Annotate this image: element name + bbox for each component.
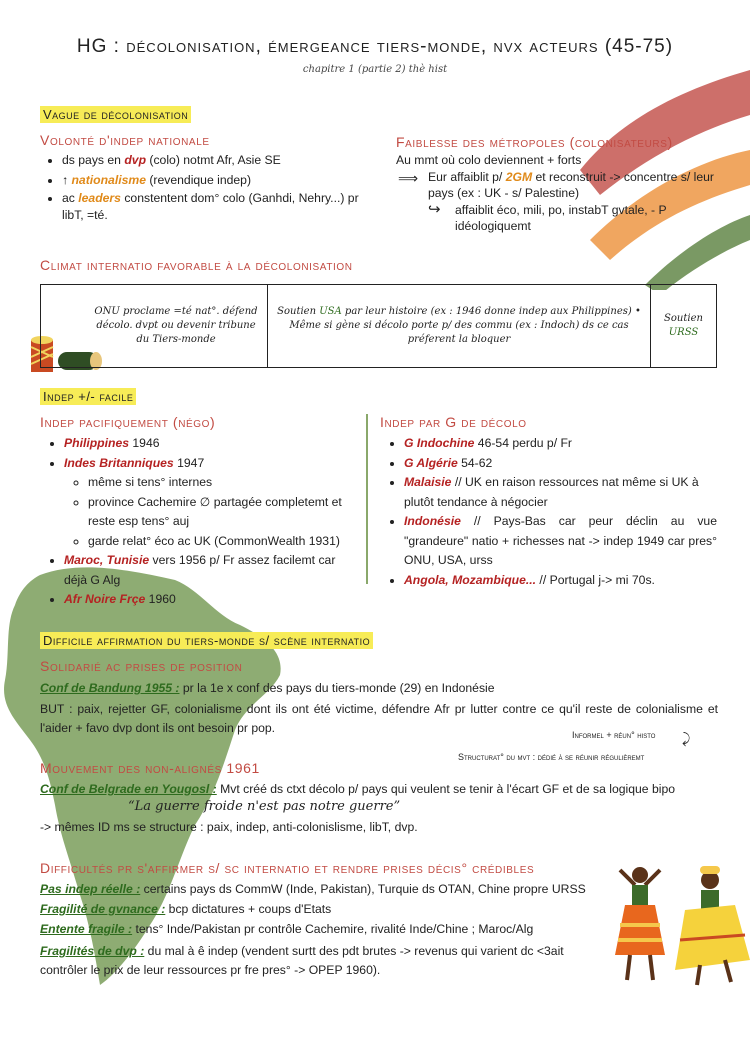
faiblesse-line-2: affaiblit éco, mili, po, instabT gvtale, - P idéologiquemt [455, 203, 667, 233]
list-item: • Afr Noire Frçe 1960 [64, 590, 352, 610]
subheading-climat-internatio: Climat internatio favorable à la décolonisation [40, 257, 353, 273]
list-item: • Malaisie // UK en raison ressources nat même si UK à plutôt tendance à négocier [404, 473, 717, 512]
subheading-non-alignes: Mouvement des non-alignés 1961 [40, 760, 260, 776]
column-divider [366, 414, 368, 584]
difficulte-4: Fragilités de dvp : du mal à ê indep (vendent surtt des pdt brutes -> revenus qui varient dc <3ait contrôler le prix de leur ressources pr fre pres° -> OPEP 1960). [40, 944, 564, 977]
list-item: • ↑ nationalisme (revendique indep) [62, 171, 380, 191]
list-item: • G Algérie 54-62 [404, 454, 717, 474]
difficulte-1: Pas indep réelle : certains pays ds CommW (Inde, Pakistan), Turquie ds OTAN, Chine propre URSS [40, 882, 586, 896]
page-title: HG : décolonisation, émergeance tiers-monde, nvx acteurs (45-75) [76, 36, 674, 57]
table-cell-urss: Soutien URSS [651, 285, 717, 368]
list-item: • Indes Britanniques 1947 ◦ même si tens° internes ◦ province Cachemire ∅ partagée completemt et reste esp tens° auj ◦ garde relat° éco ac UK (CommonWealth 1931) [64, 454, 352, 552]
list-item: • ac leaders constentent dom° colo (Ganhdi, Nehry...) pr libT, =té. [62, 190, 380, 224]
list-item: ◦ garde relat° éco ac UK (CommonWealth 1931) [88, 532, 352, 552]
subheading-difficultes: Difficultés pr s'affirmer s/ sc internatio et rendre prises décis° crédibles [40, 860, 535, 876]
faiblesse-line-1: Eur affaiblit p/ 2GM et reconstruit -> concentre s/ leur pays (ex : UK - s/ Palestine) [428, 170, 714, 200]
list-volonte-indep [40, 151, 380, 224]
note-structuration: Structurat° du mvt : dédié à se réunir régulièremt [458, 752, 645, 762]
bandung-but: BUT : paix, rejetter GF, colonialisme dont ils ont été victime, défendre Afr pr lutter contre ce qu'il reste de colonialisme et l'aider + favo dvp dont ils ont besoin pr pop. [40, 702, 718, 735]
bandung-line: Conf de Bandung 1955 : pr la 1e x conf des pays du tiers-monde (29) en Indonésie [40, 681, 495, 695]
section-heading-tiers-monde: Difficile affirmation du tiers-monde s/ scène internatio [40, 633, 373, 648]
table-cell-onu: ONU proclame =té nat°. défend décolo. dvpt ou devenir tribune du Tiers-monde [41, 285, 268, 368]
list-item: • Philippines 1946 [64, 434, 352, 454]
dancers-illustration [605, 860, 750, 990]
list-item: ◦ même si tens° internes [88, 473, 352, 493]
page-subtitle: chapitre 1 (partie 2) thè hist [302, 64, 448, 75]
list-item: • Angola, Mozambique... // Portugal j-> mi 70s. [404, 571, 717, 591]
list-item: • Indonésie // Pays-Bas car peur déclin au vue "grandeure" natio + richesses nat -> indep 1949 car pres° ONU, USA, urss [404, 512, 717, 571]
subheading-faiblesse-metropoles: Faiblesse des métropoles (colonisateurs) [396, 134, 673, 150]
list-indep-guerre [382, 434, 717, 590]
difficulte-2: Fragilité de gvnance : bcp dictatures + coups d'Etats [40, 902, 332, 916]
subheading-volonte-indep: Volonté d'indep nationale [40, 132, 210, 148]
difficulte-3: Entente fragile : tens° Inde/Pakistan pr contrôle Cachemire, rivalité Inde/Chine ; Maroc/Alg [40, 922, 534, 936]
list-item: • G Indochine 46-54 perdu p/ Fr [404, 434, 717, 454]
list-item: ◦ province Cachemire ∅ partagée completemt et reste esp tens° auj [88, 493, 352, 532]
quote-guerre-froide: “La guerre froide n'est pas notre guerre” [128, 799, 401, 814]
belgrade-line: Conf de Belgrade en Yougosl : Mvt créé ds ctxt décolo p/ pays qui veulent se tenir à l'écart GF et de sa logique bipo [40, 782, 675, 796]
list-item: • ds pays en dvp (colo) notmt Afr, Asie SE [62, 151, 380, 171]
faiblesse-intro: Au mmt où colo deviennent + forts [396, 153, 582, 167]
subheading-indep-guerre: Indep par G de décolo [380, 414, 527, 430]
subheading-solidarite: Solidarié ac prises de position [40, 658, 243, 674]
section-heading-decolonisation: Vague de décolonisation [40, 107, 191, 122]
curved-arrow-icon: ⤸ [682, 730, 691, 746]
list-indep-pacifique [42, 434, 352, 610]
note-informel: Informel + réun° histo [572, 730, 656, 740]
arrow-icon: ⟹ [398, 170, 419, 186]
curved-arrow-icon: ↪ [428, 201, 441, 218]
climat-table [40, 284, 717, 368]
table-cell-usa: Soutien USA par leur histoire (ex : 1946 donne indep aux Philippines) • Même si gène si décolo porte p/ des commu (ex : Indoch) ds ce cas préferent la bloquer [268, 285, 651, 368]
subheading-indep-pacifique: Indep pacifiquement (négo) [40, 414, 216, 430]
id-line: -> mêmes ID ms se structure : paix, indep, anti-colonislisme, libT, dvp. [40, 820, 418, 834]
section-heading-indep-facile: Indep +/- facile [40, 389, 136, 404]
list-item: • Maroc, Tunisie vers 1956 p/ Fr assez facilemt car déjà G Alg [64, 551, 352, 590]
